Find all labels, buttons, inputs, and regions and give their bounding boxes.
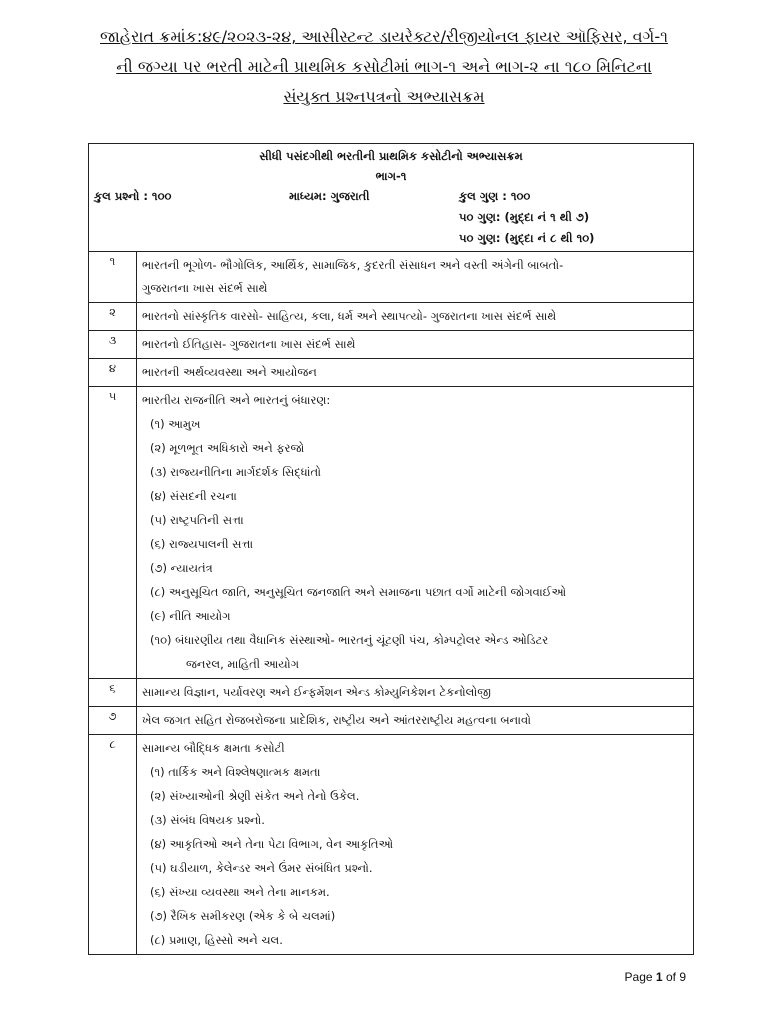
list-item: (૬) સંખ્યા વ્યવસ્થા અને તેના માનકમ. — [150, 885, 330, 899]
page-footer — [625, 970, 686, 984]
topic-number: ૮ — [89, 735, 137, 955]
syllabus-table — [88, 143, 694, 955]
table-row — [89, 331, 694, 359]
topic-number: ૩ — [89, 331, 137, 359]
topic-text: સામાન્ય બૌદ્ધિક ક્ષમતા કસોટી (૧) તાર્કિક અને વિશ્લેષણાત્મક ક્ષમતા (૨) સંખ્યાઓની શ્રેણી સંકેત અને તેનો ઉકેલ. (૩) સંબંધ વિષયક પ્રશ્નો. (૪) આકૃતિઓ અને તેના પેટા વિભાગ, વેન આકૃતિઓ (૫) ઘડીયાળ, કેલેન્ડર અને ઉંમર સંબંધિત પ્રશ્નો. (૬) સંખ્યા વ્યવસ્થા અને તેના માનકમ. (૭) રૈખિક સમીકરણ (એક કે બે ચલમાં) (૮) પ્રમાણ, હિસ્સો અને ચલ. — [137, 735, 694, 955]
marks-split-1: ૫૦ ગુણ: (મુદ્દા નં ૧ થી ૭) — [459, 210, 590, 224]
list-item-continuation: જનરલ, માહિતી આયોગ — [186, 657, 299, 671]
list-item: (૩) સંબંધ વિષયક પ્રશ્નો. — [150, 813, 265, 827]
table-row — [89, 387, 694, 679]
table-row — [89, 359, 694, 387]
table-header-cell — [89, 144, 694, 252]
table-row — [89, 679, 694, 707]
topic-text: ખેલ જગત સહિત રોજબરોજના પ્રાદેશિક, રાષ્ટ્રીય અને આંતરરાષ્ટ્રીય મહત્વના બનાવો — [137, 707, 694, 735]
list-item: (૭) ન્યાયતંત્ર — [150, 561, 213, 575]
list-item: (૧) તાર્કિક અને વિશ્લેષણાત્મક ક્ષમતા — [150, 765, 321, 779]
list-item: (૯) નીતિ આયોગ — [150, 609, 231, 623]
page-label: Page — [624, 970, 653, 984]
exam-meta — [94, 186, 688, 207]
subtopic-list — [142, 760, 688, 952]
table-header-row — [89, 144, 694, 252]
topic-number: ૪ — [89, 359, 137, 387]
topic-number: ૧ — [89, 252, 137, 303]
heading-line-2: ની જગ્યા પર ભરતી માટેની પ્રાથમિક કસોટીમાં ભાગ-૧ અને ભાગ-૨ ના ૧૮૦ મિનિટના — [116, 57, 652, 76]
list-item: (૮) અનુસૂચિત જાતિ, અનુસૂચિત જનજાતિ અને સમાજના પછાત વર્ગો માટેની જોગવાઈઓ — [150, 585, 567, 599]
table-row — [89, 252, 694, 303]
document-heading — [30, 22, 738, 112]
list-item: (૮) પ્રમાણ, હિસ્સો અને ચલ. — [150, 933, 283, 947]
topic-number: ૬ — [89, 679, 137, 707]
list-item: (૩) રાજ્યનીતિના માર્ગદર્શક સિદ્ધાંતો — [150, 465, 321, 479]
total-marks: કુલ ગુણ : ૧૦૦ — [459, 189, 531, 203]
part-label: ભાગ-૧ — [375, 169, 407, 183]
table-row — [89, 707, 694, 735]
topic-text: ભારતનો ઈતિહાસ- ગુજરાતના ખાસ સંદર્ભ સાથે — [137, 331, 694, 359]
topic-text: ભારતનો સાંસ્કૃતિક વારસો- સાહિત્ય, કલા, ધર્મ અને સ્થાપત્યો- ગુજરાતના ખાસ સંદર્ભ સાથે — [137, 303, 694, 331]
exam-medium: માધ્યમ: ગુજરાતી — [289, 189, 370, 203]
table-row — [89, 735, 694, 955]
marks-split-2: ૫૦ ગુણ: (મુદ્દા નં ૮ થી ૧૦) — [459, 231, 595, 245]
list-item: (૫) ઘડીયાળ, કેલેન્ડર અને ઉંમર સંબંધિત પ્રશ્નો. — [150, 861, 373, 875]
heading-line-1: જાહેરાત ક્રમાંક:૪૯/૨૦૨૩-૨૪, આસીસ્ટન્ટ ડાયરેક્ટર/રીજીયોનલ ફાયર ઑફિસર, વર્ગ-૧ — [100, 27, 668, 46]
topic-text: સામાન્ય વિજ્ઞાન, પર્યાવરણ અને ઈન્ફર્મેશન એન્ડ કોમ્યુનિકેશન ટેકનોલોજી — [137, 679, 694, 707]
list-item: (૪) સંસદની રચના — [150, 489, 237, 503]
page-total: 9 — [679, 970, 686, 984]
list-item: (૨) મૂળભૂત અધિકારો અને ફરજો — [150, 441, 305, 455]
topic-text: ભારતની અર્થવ્યવસ્થા અને આયોજન — [137, 359, 694, 387]
list-item: (૪) આકૃતિઓ અને તેના પેટા વિભાગ, વેન આકૃતિઓ — [150, 837, 394, 851]
list-item: (૫) રાષ્ટ્રપતિની સત્તા — [150, 513, 244, 527]
table-row — [89, 303, 694, 331]
of-label: of — [665, 970, 676, 984]
topic-number: ૨ — [89, 303, 137, 331]
topic-number: ૭ — [89, 707, 137, 735]
page-number: 1 — [655, 970, 663, 984]
subtopic-list — [142, 412, 688, 676]
topic-text: ભારતીય રાજનીતિ અને ભારતનું બંધારણ: (૧) આમુખ (૨) મૂળભૂત અધિકારો અને ફરજો (૩) રાજ્યનીતિના માર્ગદર્શક સિદ્ધાંતો (૪) સંસદની રચના (૫) રાષ્ટ્રપતિની સત્તા (૬) રાજ્યપાલની સત્તા (૭) ન્યાયતંત્ર (૮) અનુસૂચિત જાતિ, અનુસૂચિત જનજાતિ અને સમાજના પછાત વર્ગો માટેની જોગવાઈઓ (૯) નીતિ આયોગ (૧૦) બંધારણીય તથા વૈધાનિક સંસ્થાઓ- ભારતનું ચૂંટણી પંચ, કોમ્પટ્રોલર એન્ડ ઓડિટર જનરલ, માહિતી આયોગ — [137, 387, 694, 679]
heading-line-3: સંયુક્ત પ્રશ્નપત્રનો અભ્યાસક્રમ — [283, 87, 485, 106]
topic-text: ભારતની ભૂગોળ- ભૌગોલિક, આર્થિક, સામાજિક, કુદરતી સંસાધન અને વસ્તી અંગેની બાબતો- ગુજરાતના ખાસ સંદર્ભ સાથે — [137, 252, 694, 303]
total-questions: કુલ પ્રશ્નો : ૧૦૦ — [94, 189, 172, 203]
list-item: (૬) રાજ્યપાલની સત્તા — [150, 537, 254, 551]
list-item: (૨) સંખ્યાઓની શ્રેણી સંકેત અને તેનો ઉકેલ. — [150, 789, 360, 803]
list-item: (૭) રૈખિક સમીકરણ (એક કે બે ચલમાં) — [150, 909, 336, 923]
list-item: (૧) આમુખ — [150, 417, 201, 431]
table-title: સીધી પસંદગીથી ભરતીની પ્રાથમિક કસોટીનો અભ્યાસક્રમ — [259, 149, 523, 163]
list-item: (૧૦) બંધારણીય તથા વૈધાનિક સંસ્થાઓ- ભારતનું ચૂંટણી પંચ, કોમ્પટ્રોલર એન્ડ ઓડિટર — [150, 633, 549, 647]
topic-number: ૫ — [89, 387, 137, 679]
